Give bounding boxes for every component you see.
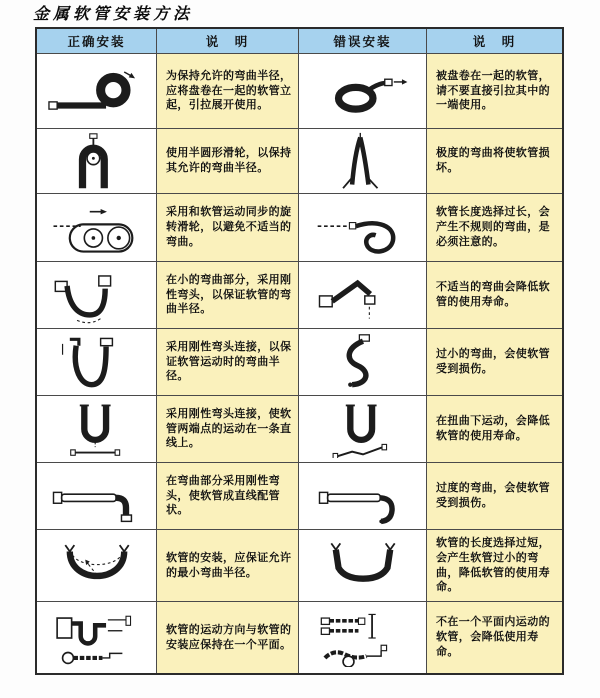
planar-trap-icon [42,609,152,667]
wrong-desc-row2: 极度的弯曲将使软管损坏。 [427,129,562,193]
header-description-wrong: 说 明 [427,29,562,53]
wrong-image-row4 [299,262,426,328]
wrong-desc-row3: 软管长度选择过长，会产生不规则的弯曲，是必须注意的。 [427,194,562,261]
rigid-elbow-u-icon [42,333,152,391]
correct-desc-row5: 采用刚性弯头连接，以保证软管运动时的弯曲半径。 [157,329,298,395]
rigid-elbow-small-bend-icon [42,266,152,324]
correct-image-row3 [37,194,156,261]
correct-image-row5 [37,329,156,395]
correct-desc-row8: 软管的安装，应保证允许的最小弯曲半径。 [157,530,298,601]
wrong-desc-row4: 不适当的弯曲会降低软管的使用寿命。 [427,262,562,328]
correct-image-row2 [37,129,156,193]
rotating-pulleys-icon [42,199,152,257]
improper-bend-icon [308,266,418,324]
wrong-image-row5 [299,329,426,395]
correct-desc-row7: 在弯曲部分采用刚性弯头，使软管成直线配管状。 [157,463,298,529]
correct-desc-row3: 采用和软管运动同步的旋转滑轮，以避免不适当的弯曲。 [157,194,298,261]
straight-elbow-icon [42,467,152,525]
coiled-hose-pulled-icon [308,62,418,120]
header-correct-install: 正确安装 [37,29,156,53]
semicircular-pulley-icon [42,132,152,190]
nonplanar-motion-icon [308,609,418,667]
wrong-image-row1 [299,54,426,128]
correct-image-row7 [37,463,156,529]
correct-image-row1 [37,54,156,128]
correct-image-row8 [37,530,156,601]
wrong-image-row6 [299,396,426,462]
header-description-correct: 说 明 [157,29,298,53]
correct-desc-row6: 采用刚性弯头连接，使软管两端点的运动在一条直线上。 [157,396,298,462]
wrong-image-row8 [299,530,426,601]
too-short-u-icon [308,537,418,595]
aligned-u-icon [42,400,152,458]
wrong-image-row7 [299,463,426,529]
wrong-image-row3 [299,194,426,261]
correct-image-row6 [37,396,156,462]
wrong-desc-row1: 被盘卷在一起的软管，请不要直接引拉其中的一端使用。 [427,54,562,128]
wrong-desc-row9: 不在一个平面内运动的软管，会降低使用寿命。 [427,602,562,673]
correct-desc-row2: 使用半圆形滑轮，以保持其允许的弯曲半径。 [157,129,298,193]
wrong-desc-row6: 在扭曲下运动，会降低软管的使用寿命。 [427,396,562,462]
correct-image-row4 [37,262,156,328]
wrong-image-row2 [299,129,426,193]
wrong-desc-row7: 过度的弯曲，会使软管受到损伤。 [427,463,562,529]
too-small-bend-icon [308,333,418,391]
min-radius-u-icon [42,537,152,595]
wrong-desc-row8: 软管的长度选择过短，会产生软管过小的弯曲，降低软管的使用寿命。 [427,530,562,601]
extreme-bend-icon [308,132,418,190]
twisted-u-icon [308,400,418,458]
correct-image-row9 [37,602,156,673]
upright-coil-icon [42,62,152,120]
correct-desc-row4: 在小的弯曲部分，采用刚性弯头，以保证软管的弯曲半径。 [157,262,298,328]
wrong-desc-row5: 过小的弯曲，会使软管受到损伤。 [427,329,562,395]
wrong-image-row9 [299,602,426,673]
correct-desc-row9: 软管的运动方向与软管的安装应保持在一个平面。 [157,602,298,673]
installation-table [35,27,564,675]
overbent-end-icon [308,467,418,525]
page-title: 金属软管安装方法 [33,4,194,23]
overlong-loop-icon [308,199,418,257]
correct-desc-row1: 为保持允许的弯曲半径，应将盘卷在一起的软管立起，引拉展开使用。 [157,54,298,128]
header-wrong-install: 错误安装 [299,29,426,53]
